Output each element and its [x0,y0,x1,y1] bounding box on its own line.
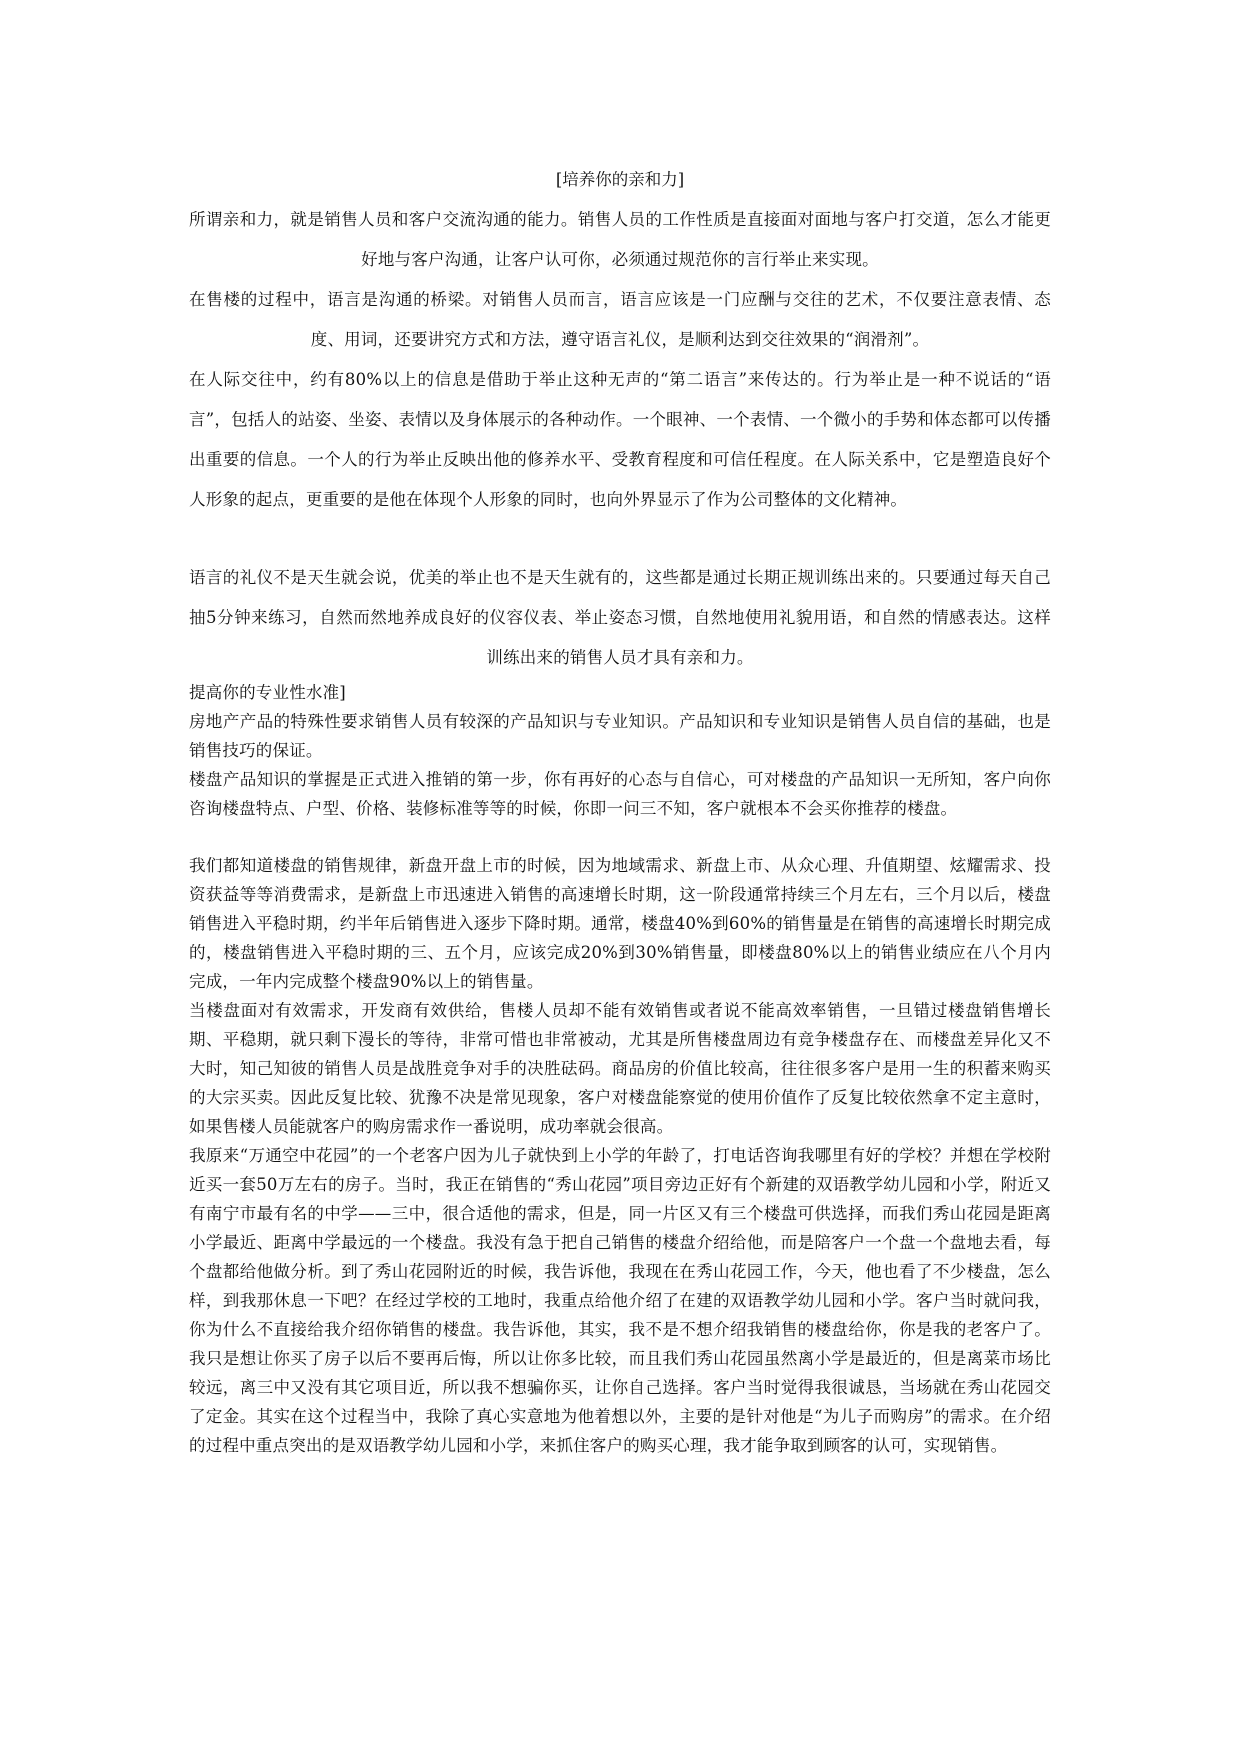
paragraph-language-bridge: 在售楼的过程中，语言是沟通的桥梁。对销售人员而言，语言应该是一门应酬与交往的艺术，不仅要注意表情、态度、用词，还要讲究方式和方法，遵守语言礼仪，是顺利达到交往效果的“润滑剂”。 [189,290,1051,349]
section-title-affinity: [培养你的亲和力] [555,170,685,189]
section-title-professionalism: 提高你的专业性水准] [189,683,346,702]
paragraph-etiquette-training: 语言的礼仪不是天生就会说，优美的举止也不是天生就有的，这些都是通过长期正规训练出来的。只要通过每天自己抽5分钟来练习，自然而然地养成良好的仪容仪表、举止姿态习惯，自然地使用礼貌用语，和自然的情感表达。这样训练出来的销售人员才具有亲和力。 [189,568,1051,667]
paragraph-body-language: 在人际交往中，约有80%以上的信息是借助于举止这种无声的“第二语言”来传达的。行为举止是一种不说话的“语言”，包括人的站姿、坐姿、表情以及身体展示的各种动作。一个眼神、一个表情、一个微小的手势和体态都可以传播出重要的信息。一个人的行为举止反映出他的修养水平、受教育程度和可信任程度。在人际关系中，它是塑造良好个人形象的起点，更重要的是他在体现个人形象的同时，也向外界显示了作为公司整体的文化精神。 [189,370,1051,509]
paragraph-sales-pattern: 我们都知道楼盘的销售规律，新盘开盘上市的时候，因为地域需求、新盘上市、从众心理、升值期望、炫耀需求、投资获益等等消费需求，是新盘上市迅速进入销售的高速增长时期，这一阶段通常持续三个月左右，三个月以后，楼盘销售进入平稳时期，约半年后销售进入逐步下降时期。通常，楼盘40%到60%的销售量是在销售的高速增长时期完成的，楼盘销售进入平稳时期的三、五个月，应该完成20%到30%销售量，即楼盘80%以上的销售业绩应在八个月内完成，一年内完成整个楼盘90%以上的销售量。 [189,856,1051,991]
paragraph-effective-sales: 当楼盘面对有效需求，开发商有效供给，售楼人员却不能有效销售或者说不能高效率销售，一旦错过楼盘销售增长期、平稳期，就只剩下漫长的等待，非常可惜也非常被动，尤其是所售楼盘周边有竞争楼盘存在、而楼盘差异化又不大时，知己知彼的销售人员是战胜竞争对手的决胜砝码。商品房的价值比较高，往往很多客户是用一生的积蓄来购买的大宗买卖。因此反复比较、犹豫不决是常见现象，客户对楼盘能察觉的使用价值作了反复比较依然拿不定主意时，如果售楼人员能就客户的购房需求作一番说明，成功率就会很高。 [189,1001,1051,1136]
paragraph-affinity-definition: 所谓亲和力，就是销售人员和客户交流沟通的能力。销售人员的工作性质是直接面对面地与客户打交道，怎么才能更好地与客户沟通，让客户认可你，必须通过规范你的言行举止来实现。 [189,210,1051,269]
paragraph-product-knowledge: 房地产产品的特殊性要求销售人员有较深的产品知识与专业知识。产品知识和专业知识是销售人员自信的基础，也是销售技巧的保证。 [189,712,1051,760]
document-page [189,160,1051,1460]
paragraph-customer-story: 我原来“万通空中花园”的一个老客户因为儿子就快到上小学的年龄了，打电话咨询我哪里有好的学校？并想在学校附近买一套50万左右的房子。当时，我正在销售的“秀山花园”项目旁边正好有个新建的双语教学幼儿园和小学，附近又有南宁市最有名的中学——三中，很合适他的需求，但是，同一片区又有三个楼盘可供选择，而我们秀山花园是距离小学最近、距离中学最远的一个楼盘。我没有急于把自己销售的楼盘介绍给他，而是陪客户一个盘一个盘地去看，每个盘都给他做分析。到了秀山花园附近的时候，我告诉他，我现在在秀山花园工作，今天，他也看了不少楼盘，怎么样，到我那休息一下吧？在经过学校的工地时，我重点给他介绍了在建的双语教学幼儿园和小学。客户当时就问我，你为什么不直接给我介绍你销售的楼盘。我告诉他，其实，我不是不想介绍我销售的楼盘给你，你是我的老客户了。我只是想让你买了房子以后不要再后悔，所以让你多比较，而且我们秀山花园虽然离小学是最近的，但是离菜市场比较远，离三中又没有其它项目近，所以我不想骗你买，让你自己选择。客户当时觉得我很诚恳，当场就在秀山花园交了定金。其实在这个过程当中，我除了真心实意地为他着想以外，主要的是针对他是“为儿子而购房”的需求。在介绍的过程中重点突出的是双语教学幼儿园和小学，来抓住客户的购买心理，我才能争取到顾客的认可，实现销售。 [189,1146,1051,1455]
paragraph-first-step: 楼盘产品知识的掌握是正式进入推销的第一步，你有再好的心态与自信心，可对楼盘的产品知识一无所知，客户向你咨询楼盘特点、户型、价格、装修标准等等的时候，你即一问三不知，客户就根本不会买你推荐的楼盘。 [189,770,1051,818]
